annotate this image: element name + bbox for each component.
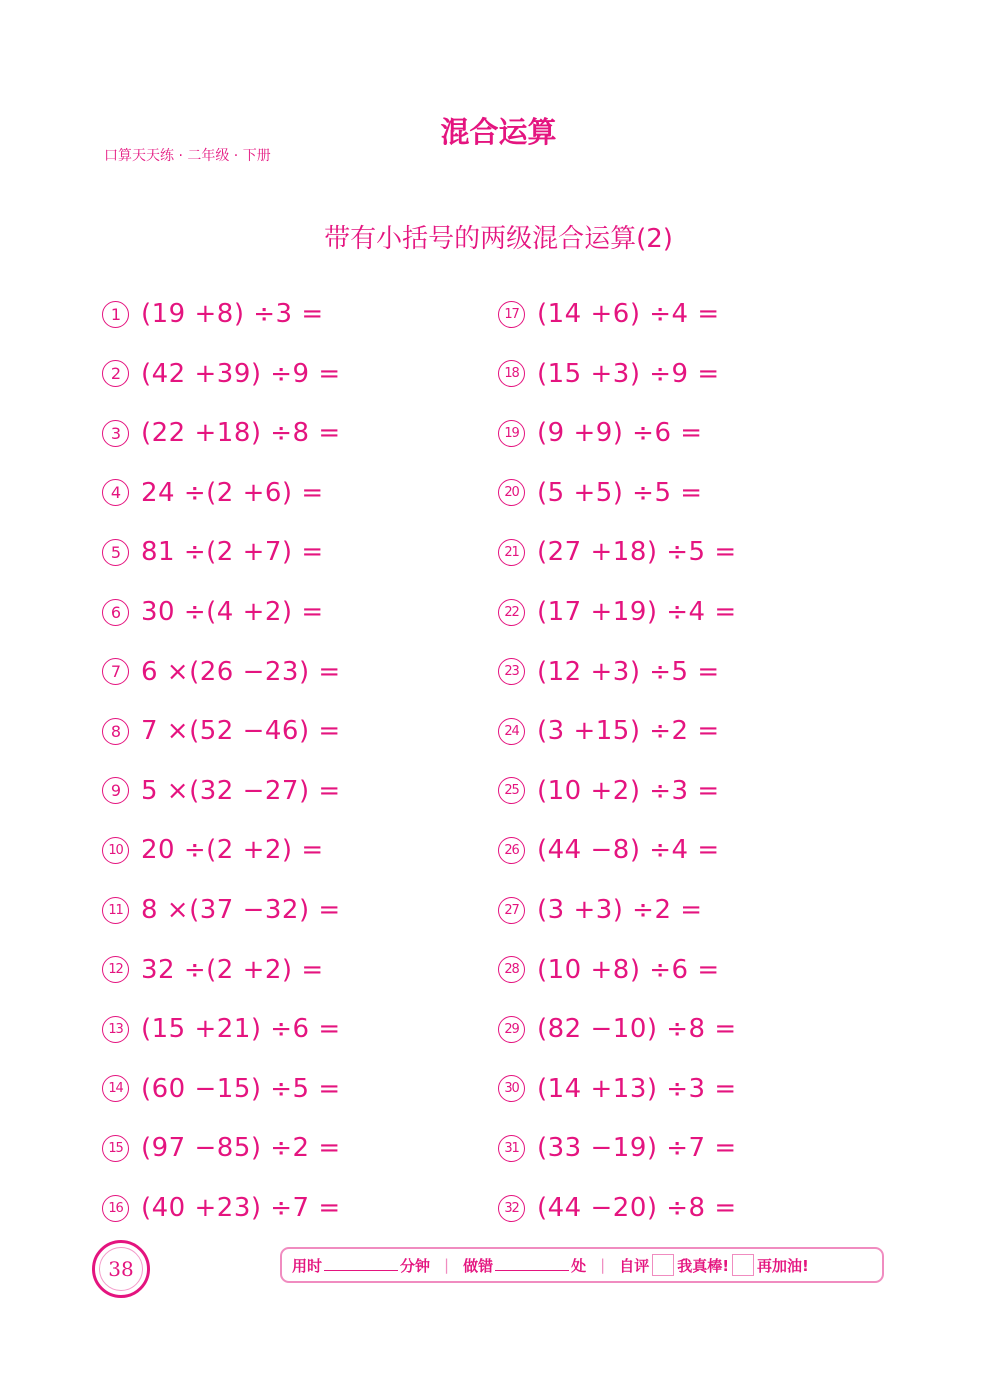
problem-number: 15	[102, 1135, 129, 1162]
book-series-label: 口算天天练 · 二年级 · 下册	[104, 148, 271, 164]
problem-number: 10	[102, 837, 129, 864]
problem-number: 26	[498, 837, 525, 864]
time-label: 用时	[292, 1256, 323, 1275]
problem-number: 3	[102, 420, 129, 447]
problem-expression: (42 +39) ÷9 =	[141, 358, 341, 389]
problem-item	[498, 832, 720, 868]
problem-item	[102, 713, 341, 749]
problem-number: 22	[498, 599, 525, 626]
divider: |	[600, 1256, 606, 1274]
problem-item	[498, 1011, 737, 1047]
problem-number: 28	[498, 956, 525, 983]
problem-expression: 8 ×(37 −32) =	[141, 895, 341, 925]
problem-expression: 24 ÷(2 +6) =	[141, 477, 324, 508]
problem-number: 32	[498, 1195, 525, 1222]
errors-label: 做错	[463, 1256, 494, 1275]
minutes-label: 分钟	[400, 1256, 431, 1275]
problem-item	[102, 356, 341, 392]
problem-expression: (5 +5) ÷5 =	[537, 477, 703, 508]
problem-number: 23	[498, 658, 525, 685]
problem-expression: (22 +18) ÷8 =	[141, 418, 341, 449]
errors-blank[interactable]	[495, 1269, 569, 1271]
problem-item	[102, 594, 324, 630]
problem-expression: (15 +21) ÷6 =	[141, 1014, 341, 1045]
time-blank[interactable]	[324, 1269, 398, 1271]
problem-number: 7	[102, 658, 129, 685]
problem-item	[498, 296, 720, 332]
problem-expression: (14 +6) ÷4 =	[537, 299, 720, 329]
problem-item	[102, 534, 324, 570]
problem-expression: 81 ÷(2 +7) =	[141, 537, 324, 568]
problem-number: 13	[102, 1016, 129, 1043]
great-checkbox[interactable]	[652, 1254, 674, 1276]
problem-expression: (3 +3) ÷2 =	[537, 895, 703, 925]
problem-item	[102, 952, 324, 988]
problem-item	[102, 773, 341, 809]
problem-item	[102, 296, 324, 332]
problem-expression: 32 ÷(2 +2) =	[141, 954, 324, 985]
problem-number: 12	[102, 956, 129, 983]
problem-item	[498, 654, 720, 690]
problem-expression: (19 +8) ÷3 =	[141, 299, 324, 329]
problem-expression: (3 +15) ÷2 =	[537, 716, 720, 747]
problem-expression: (17 +19) ÷4 =	[537, 597, 737, 627]
problem-number: 30	[498, 1075, 525, 1102]
problem-expression: 6 ×(26 −23) =	[141, 656, 341, 687]
problem-expression: (60 −15) ÷5 =	[141, 1073, 341, 1104]
problem-expression: (10 +2) ÷3 =	[537, 775, 720, 806]
problem-item	[498, 952, 720, 988]
problem-item	[498, 415, 703, 451]
problem-expression: 20 ÷(2 +2) =	[141, 835, 324, 866]
keep-going-label: 再加油!	[757, 1256, 809, 1275]
problem-number: 21	[498, 539, 525, 566]
problem-number: 1	[102, 301, 129, 328]
problem-expression: (14 +13) ÷3 =	[537, 1073, 737, 1104]
problem-number: 8	[102, 718, 129, 745]
problem-expression: 5 ×(32 −27) =	[141, 775, 341, 806]
problem-item	[498, 773, 720, 809]
problem-item	[498, 356, 720, 392]
problem-item	[498, 534, 737, 570]
problem-number: 11	[102, 897, 129, 924]
problem-item	[102, 415, 341, 451]
problem-item	[102, 475, 324, 511]
problem-item	[498, 713, 720, 749]
problem-expression: 30 ÷(4 +2) =	[141, 597, 324, 627]
problem-number: 25	[498, 777, 525, 804]
problem-number: 17	[498, 301, 525, 328]
problem-item	[498, 1130, 737, 1166]
problem-number: 5	[102, 539, 129, 566]
problem-expression: (15 +3) ÷9 =	[537, 358, 720, 389]
problem-number: 29	[498, 1016, 525, 1043]
problem-item	[498, 1190, 737, 1226]
problem-number: 16	[102, 1195, 129, 1222]
divider: |	[444, 1256, 450, 1274]
problem-item	[102, 832, 324, 868]
section-title: 带有小括号的两级混合运算(2)	[324, 224, 673, 254]
page-number: 38	[108, 1257, 134, 1281]
great-label: 我真棒!	[677, 1256, 730, 1275]
places-label: 处	[571, 1256, 587, 1275]
problem-number: 27	[498, 897, 525, 924]
problem-number: 6	[102, 599, 129, 626]
page-title: 混合运算	[440, 115, 557, 149]
problem-item	[102, 892, 341, 928]
problem-expression: (12 +3) ÷5 =	[537, 656, 720, 687]
problem-item	[498, 475, 703, 511]
self-eval-label: 自评	[619, 1256, 650, 1275]
problem-number: 14	[102, 1075, 129, 1102]
problem-number: 20	[498, 479, 525, 506]
score-bar	[280, 1247, 884, 1283]
problem-expression: (27 +18) ÷5 =	[537, 537, 737, 568]
problem-number: 2	[102, 360, 129, 387]
keep-going-checkbox[interactable]	[732, 1254, 754, 1276]
problem-expression: (9 +9) ÷6 =	[537, 418, 703, 449]
problem-expression: (44 −8) ÷4 =	[537, 835, 720, 866]
problem-item	[498, 1071, 737, 1107]
page-number-badge	[92, 1240, 150, 1298]
problem-number: 19	[498, 420, 525, 447]
problem-item	[102, 654, 341, 690]
problem-expression: (97 −85) ÷2 =	[141, 1133, 341, 1164]
problem-item	[102, 1190, 341, 1226]
problem-item	[498, 594, 737, 630]
problem-item	[102, 1071, 341, 1107]
problem-number: 18	[498, 360, 525, 387]
problem-expression: (44 −20) ÷8 =	[537, 1193, 737, 1223]
problem-number: 9	[102, 777, 129, 804]
problem-expression: (40 +23) ÷7 =	[141, 1193, 341, 1223]
problem-expression: (33 −19) ÷7 =	[537, 1133, 737, 1164]
problem-number: 31	[498, 1135, 525, 1162]
problem-expression: 7 ×(52 −46) =	[141, 716, 341, 747]
problem-item	[498, 892, 703, 928]
problem-number: 24	[498, 718, 525, 745]
problem-number: 4	[102, 479, 129, 506]
problem-item	[102, 1130, 341, 1166]
problem-expression: (82 −10) ÷8 =	[537, 1014, 737, 1045]
problem-expression: (10 +8) ÷6 =	[537, 954, 720, 985]
problem-item	[102, 1011, 341, 1047]
